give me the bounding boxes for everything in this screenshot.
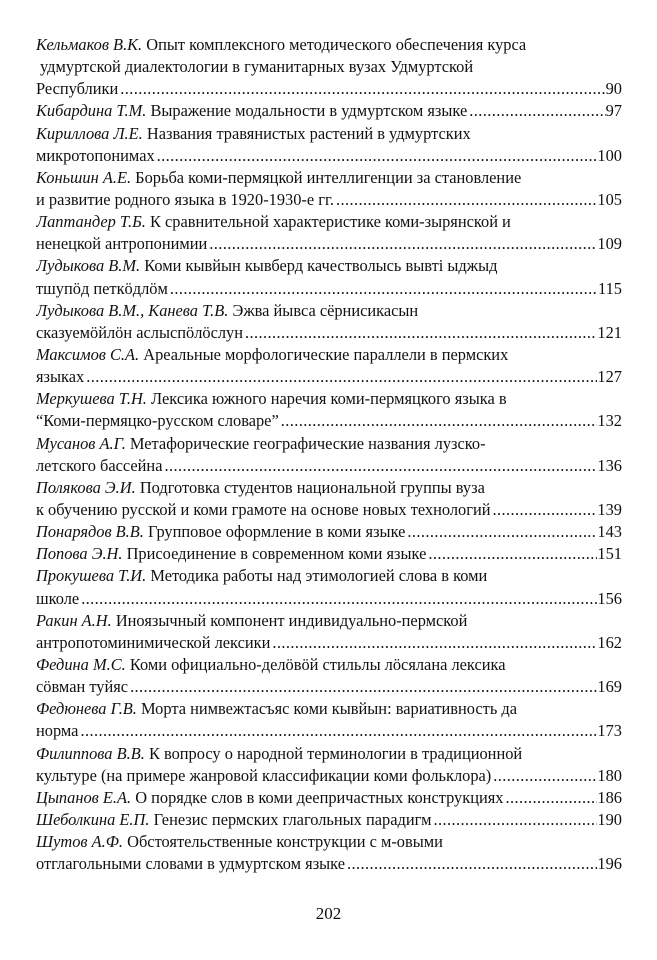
toc-entry [36, 521, 622, 543]
entry-author: Цыпанов Е.А. [36, 787, 132, 807]
toc-line [36, 433, 622, 455]
toc-entry [36, 255, 622, 299]
toc-entry [36, 34, 622, 100]
entry-author: Федюнева Г.В. [36, 699, 137, 719]
entry-page-number: 156 [597, 588, 622, 608]
entry-title: культуре (на примере жанровой классификации коми фольклора) [36, 765, 492, 785]
entry-title: антропотоминимической лексики [36, 632, 271, 652]
entry-title: удмуртской диалектологии в гуманитарных вузах Удмуртской [40, 57, 474, 77]
entry-page-number: 180 [597, 765, 622, 785]
entry-title: Иноязычный компонент индивидуально-пермской [115, 610, 468, 630]
dot-leader [493, 765, 597, 787]
toc-line [36, 189, 622, 211]
dot-leader [336, 189, 597, 211]
entry-title: Республики [36, 79, 119, 99]
entry-title: Борьба коми-пермяцкой интеллигенции за становление [135, 167, 522, 187]
entry-page-number: 127 [597, 367, 622, 387]
dot-leader [170, 278, 598, 300]
entry-page-number: 143 [597, 522, 622, 542]
entry-author: Лаптандер Т.Б. [36, 212, 146, 232]
toc-entry [36, 654, 622, 698]
entry-title: К сравнительной характеристике коми-зырянской и [149, 212, 511, 232]
entry-title: Ареальные морфологические параллели в пермских [143, 344, 509, 364]
entry-title: норма [36, 721, 79, 741]
toc-entry [36, 167, 622, 211]
entry-title: Лексика южного наречия коми-пермяцкого языка в [151, 389, 507, 409]
dot-leader [86, 366, 597, 388]
dot-leader [81, 588, 597, 610]
toc-line [36, 78, 622, 100]
toc-entry [36, 433, 622, 477]
entry-title: Генезис пермских глагольных парадигм [153, 809, 432, 829]
entry-author: Попова Э.Н. [36, 544, 123, 564]
toc-entry [36, 809, 622, 831]
entry-title: к обучению русской и коми грамоте на основе новых технологий [36, 499, 491, 519]
entry-title: школе [36, 588, 80, 608]
toc-line [36, 720, 622, 742]
toc-line [36, 167, 622, 189]
dot-leader [433, 809, 597, 831]
entry-title: отглагольными словами в удмуртском языке [36, 854, 346, 874]
entry-title: Метафорические географические названия лузско- [129, 433, 486, 453]
toc-entry [36, 477, 622, 521]
entry-page-number: 173 [597, 721, 622, 741]
entry-author: Прокушева Т.И. [36, 566, 147, 586]
toc-line [36, 831, 622, 853]
entry-page-number: 115 [598, 278, 622, 298]
entry-title: сӧвман туйяс [36, 677, 129, 697]
toc-entry [36, 698, 622, 742]
toc-line [36, 588, 622, 610]
entry-author: Кельмаков В.К. [36, 35, 143, 54]
entry-title: тшупӧд петкӧдлӧм [36, 278, 168, 298]
toc-entry [36, 300, 622, 344]
toc-line [36, 278, 622, 300]
toc-line [36, 543, 622, 565]
entry-title: и развитие родного языка в 1920-1930-е гг. [36, 189, 334, 209]
dot-leader [506, 787, 598, 809]
toc-entry [36, 388, 622, 432]
entry-author: Филиппова В.В. [36, 743, 145, 763]
toc-line [36, 233, 622, 255]
toc-entry [36, 543, 622, 565]
entry-page-number: 132 [597, 411, 622, 431]
dot-leader [209, 233, 597, 255]
dot-leader [272, 632, 597, 654]
entry-page-number: 190 [597, 809, 622, 829]
toc-entry [36, 743, 622, 787]
entry-page-number: 109 [597, 234, 622, 254]
toc-line [36, 344, 622, 366]
entry-author: Коньшин А.Е. [36, 167, 132, 187]
table-of-contents [36, 34, 622, 875]
toc-line [36, 145, 622, 167]
entry-title: Эжва йывса сёрнисикасын [232, 300, 419, 320]
toc-line [36, 499, 622, 521]
toc-line [36, 123, 622, 145]
toc-line [36, 322, 622, 344]
entry-title: К вопросу о народной терминологии в традиционной [148, 743, 523, 763]
toc-line [36, 455, 622, 477]
entry-author: Ракин А.Н. [36, 610, 112, 630]
dot-leader [130, 676, 597, 698]
entry-title: Обстоятельственные конструкции с м-овыми [127, 832, 443, 852]
entry-page-number: 151 [597, 544, 622, 564]
toc-line [36, 853, 622, 875]
dot-leader [428, 543, 597, 565]
dot-leader [281, 410, 598, 432]
entry-title: Методика работы над этимологией слова в коми [150, 566, 488, 586]
entry-page-number: 90 [605, 79, 622, 99]
entry-title: “Коми-пермяцко-русском словаре” [36, 411, 279, 431]
entry-title: ненецкой антропонимии [36, 234, 208, 254]
dot-leader [157, 145, 598, 167]
entry-page-number: 162 [597, 632, 622, 652]
entry-title: Подготовка студентов национальной группы вуза [139, 477, 485, 497]
toc-line [36, 809, 622, 831]
toc-line [36, 388, 622, 410]
toc-line [36, 787, 622, 809]
toc-line [36, 565, 622, 587]
entry-title: летского бассейна [36, 455, 163, 475]
dot-leader [80, 720, 597, 742]
entry-title: О порядке слов в коми деепричастных конструкциях [135, 787, 504, 807]
entry-page-number: 136 [597, 455, 622, 475]
dot-leader [245, 322, 597, 344]
dot-leader [347, 853, 597, 875]
entry-title: Присоединение в современном коми языке [126, 544, 427, 564]
toc-entry [36, 123, 622, 167]
entry-page-number: 169 [597, 677, 622, 697]
entry-title: Групповое оформление в коми языке [148, 522, 406, 542]
toc-entry [36, 610, 622, 654]
toc-line [36, 676, 622, 698]
toc-line [36, 654, 622, 676]
entry-author: Кириллова Л.Е. [36, 123, 143, 143]
entry-page-number: 100 [597, 145, 622, 165]
toc-entry [36, 211, 622, 255]
toc-line [36, 743, 622, 765]
toc-entry [36, 787, 622, 809]
entry-page-number: 186 [597, 787, 622, 807]
toc-line [36, 56, 622, 78]
toc-line [36, 765, 622, 787]
toc-entry [36, 344, 622, 388]
toc-line [36, 100, 622, 122]
entry-author: Федина М.С. [36, 654, 126, 674]
entry-title: Коми кывйын кывберд качестволысь вывті ыджыд [144, 256, 498, 276]
toc-line [36, 477, 622, 499]
page-number: 202 [315, 904, 342, 923]
entry-author: Максимов С.А. [36, 344, 140, 364]
toc-line [36, 698, 622, 720]
dot-leader [469, 100, 605, 122]
toc-line [36, 632, 622, 654]
toc-entry [36, 831, 622, 875]
toc-entry [36, 100, 622, 122]
toc-line [36, 610, 622, 632]
entry-author: Шутов А.Ф. [36, 832, 124, 852]
entry-page-number: 97 [605, 101, 622, 121]
entry-page-number: 105 [597, 189, 622, 209]
entry-author: Полякова Э.И. [36, 477, 136, 497]
toc-line [36, 366, 622, 388]
toc-line [36, 34, 622, 56]
toc-line [36, 300, 622, 322]
entry-title: Названия травянистых растений в удмуртских [146, 123, 471, 143]
entry-author: Мусанов А.Г. [36, 433, 126, 453]
entry-author: Шеболкина Е.П. [36, 809, 150, 829]
toc-line [36, 521, 622, 543]
entry-page-number: 139 [597, 499, 622, 519]
dot-leader [407, 521, 597, 543]
entry-title: Опыт комплексного методического обеспечения курса [146, 35, 527, 54]
entry-title: микротопонимах [36, 145, 155, 165]
dot-leader [120, 78, 605, 100]
entry-title: сказуемӧйлӧн аслыспӧлӧслун [36, 322, 244, 342]
entry-author: Лудыкова В.М. [36, 256, 141, 276]
entry-author: Кибардина Т.М. [36, 101, 147, 121]
entry-page-number: 196 [597, 854, 622, 874]
toc-entry [36, 565, 622, 609]
dot-leader [164, 455, 597, 477]
entry-author: Понарядов В.В. [36, 522, 144, 542]
entry-title: Выражение модальности в удмуртском языке [150, 101, 468, 121]
entry-title: Морта нимвежтасъяс коми кывйын: вариативность да [141, 699, 518, 719]
toc-line [36, 410, 622, 432]
entry-title: языках [36, 367, 85, 387]
toc-line [36, 255, 622, 277]
entry-page-number: 121 [597, 322, 622, 342]
dot-leader [493, 499, 598, 521]
entry-author: Меркушева Т.Н. [36, 389, 147, 409]
entry-title: Коми официально-делӧвӧй стильлы лӧсялана лексика [129, 654, 506, 674]
toc-line [36, 211, 622, 233]
entry-author: Лудыкова В.М., Канева Т.В. [36, 300, 229, 320]
